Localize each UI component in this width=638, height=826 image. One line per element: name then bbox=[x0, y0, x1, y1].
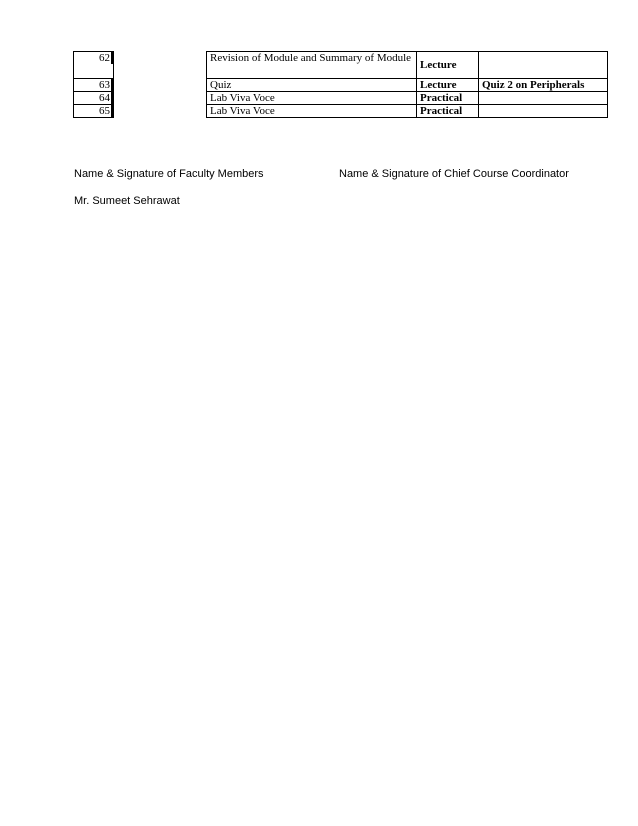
table-row bbox=[74, 79, 608, 92]
coordinator-signature-label: Name & Signature of Chief Course Coordinator bbox=[339, 168, 569, 180]
lecture-type: Lecture bbox=[417, 79, 479, 92]
lecture-number: 65 bbox=[74, 105, 114, 118]
lecture-remarks bbox=[479, 52, 608, 79]
table-row bbox=[74, 105, 608, 118]
lecture-type: Practical bbox=[417, 105, 479, 118]
lecture-topic: Quiz bbox=[207, 79, 417, 92]
lecture-type: Lecture bbox=[417, 52, 479, 79]
lecture-number: 64 bbox=[74, 92, 114, 105]
lecture-topic: Lab Viva Voce bbox=[207, 92, 417, 105]
lecture-type: Practical bbox=[417, 92, 479, 105]
lecture-schedule-table bbox=[73, 51, 608, 118]
empty-cell bbox=[114, 105, 207, 118]
faculty-name: Mr. Sumeet Sehrawat bbox=[74, 195, 180, 207]
empty-cell bbox=[114, 79, 207, 92]
lecture-topic: Lab Viva Voce bbox=[207, 105, 417, 118]
lecture-number: 63 bbox=[74, 79, 114, 92]
lecture-remarks bbox=[479, 105, 608, 118]
empty-cell bbox=[114, 52, 207, 79]
lecture-number: 62 bbox=[74, 52, 114, 79]
empty-cell bbox=[114, 92, 207, 105]
lecture-topic: Revision of Module and Summary of Module bbox=[207, 52, 417, 79]
table-row bbox=[74, 92, 608, 105]
lecture-remarks bbox=[479, 92, 608, 105]
lecture-remarks: Quiz 2 on Peripherals bbox=[479, 79, 608, 92]
faculty-signature-label: Name & Signature of Faculty Members bbox=[74, 168, 264, 180]
table-row bbox=[74, 52, 608, 79]
